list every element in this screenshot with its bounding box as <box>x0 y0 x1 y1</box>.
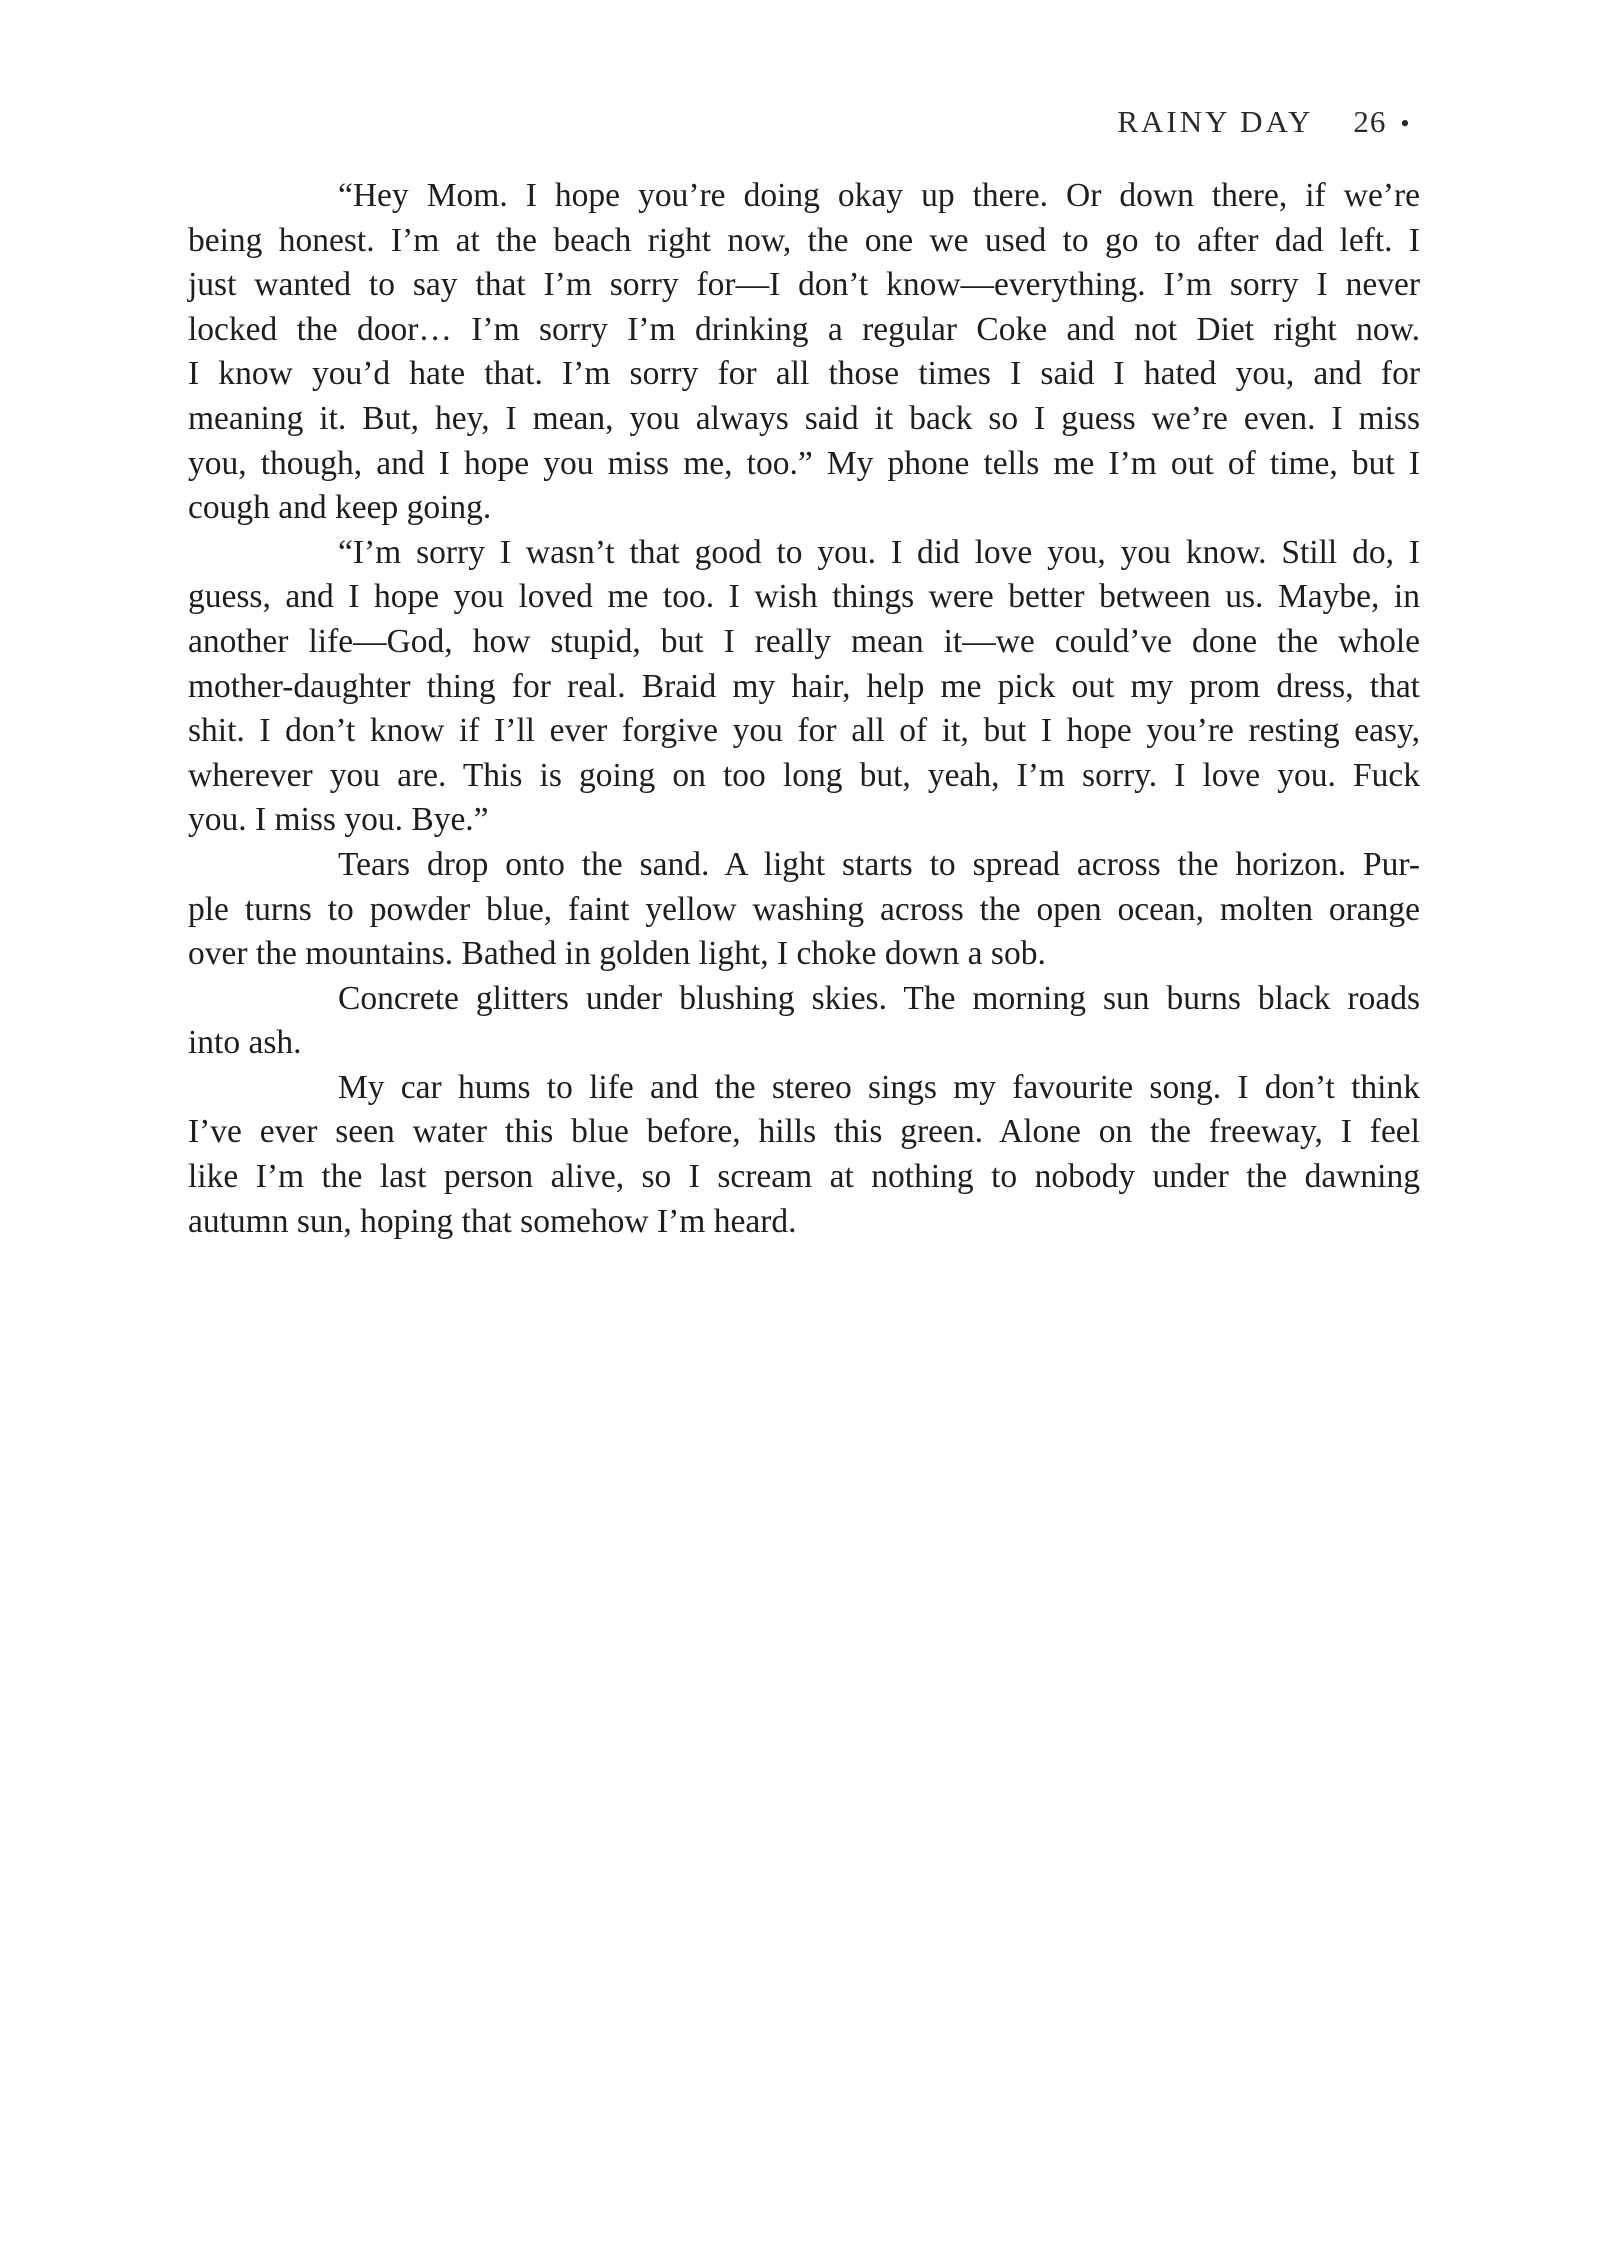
text-line: cough and keep going. <box>188 489 492 527</box>
paragraph <box>188 174 1420 531</box>
header-bullet: • <box>1400 109 1412 138</box>
text-line: locked the door… I’m sorry I’m drinking a regular Coke and not Diet right now. <box>188 310 1420 348</box>
text-line: My car hums to life and the stereo sings my favourite song. I don’t think <box>338 1068 1420 1106</box>
text-line: just wanted to say that I’m sorry for—I don’t know—everything. I’m sorry I never <box>188 266 1420 304</box>
text-line: shit. I don’t know if I’ll ever forgive you for all of it, but I hope you’re resting easy, <box>188 712 1420 750</box>
text-line: “Hey Mom. I hope you’re doing okay up there. Or down there, if we’re <box>338 177 1420 214</box>
text-line: like I’m the last person alive, so I scream at nothing to nobody under the dawning <box>188 1158 1420 1196</box>
page-number: 26 <box>1353 104 1387 139</box>
text-line: I’ve ever seen water this blue before, hills this green. Alone on the freeway, I feel <box>188 1113 1420 1151</box>
text-line: over the mountains. Bathed in golden light, I choke down a sob. <box>188 935 1046 973</box>
text-line: another life—God, how stupid, but I really mean it—we could’ve done the whole <box>188 622 1420 660</box>
text-line: meaning it. But, hey, I mean, you always said it back so I guess we’re even. I miss <box>188 399 1420 437</box>
text-line: Tears drop onto the sand. A light starts to spread across the horizon. Pur- <box>338 845 1420 883</box>
paragraph <box>188 531 1420 843</box>
body-text <box>188 174 1420 1244</box>
running-header <box>1117 104 1412 140</box>
text-line: ple turns to powder blue, faint yellow washing across the open ocean, molten orange <box>188 890 1420 928</box>
paragraph <box>188 1066 1420 1244</box>
text-line: you, though, and I hope you miss me, too.” My phone tells me I’m out of time, but I <box>188 444 1420 482</box>
text-line: you. I miss you. Bye.” <box>188 801 489 839</box>
text-line: I know you’d hate that. I’m sorry for all those times I said I hated you, and for <box>188 355 1420 393</box>
paragraph <box>188 843 1420 977</box>
text-line: wherever you are. This is going on too long but, yeah, I’m sorry. I love you. Fuck <box>188 756 1420 794</box>
running-header-title: RAINY DAY <box>1117 104 1314 139</box>
text-line: “I’m sorry I wasn’t that good to you. I did love you, you know. Still do, I <box>338 533 1420 571</box>
text-line: autumn sun, hoping that somehow I’m heard. <box>188 1202 797 1240</box>
text-line: being honest. I’m at the beach right now, the one we used to go to after dad left. I <box>188 221 1420 259</box>
text-line: guess, and I hope you loved me too. I wish things were better between us. Maybe, in <box>188 578 1420 616</box>
paragraph <box>188 977 1420 1066</box>
text-line: Concrete glitters under blushing skies. The morning sun burns black roads <box>338 979 1420 1017</box>
text-line: into ash. <box>188 1024 302 1062</box>
text-line: mother-daughter thing for real. Braid my hair, help me pick out my prom dress, that <box>188 667 1420 705</box>
